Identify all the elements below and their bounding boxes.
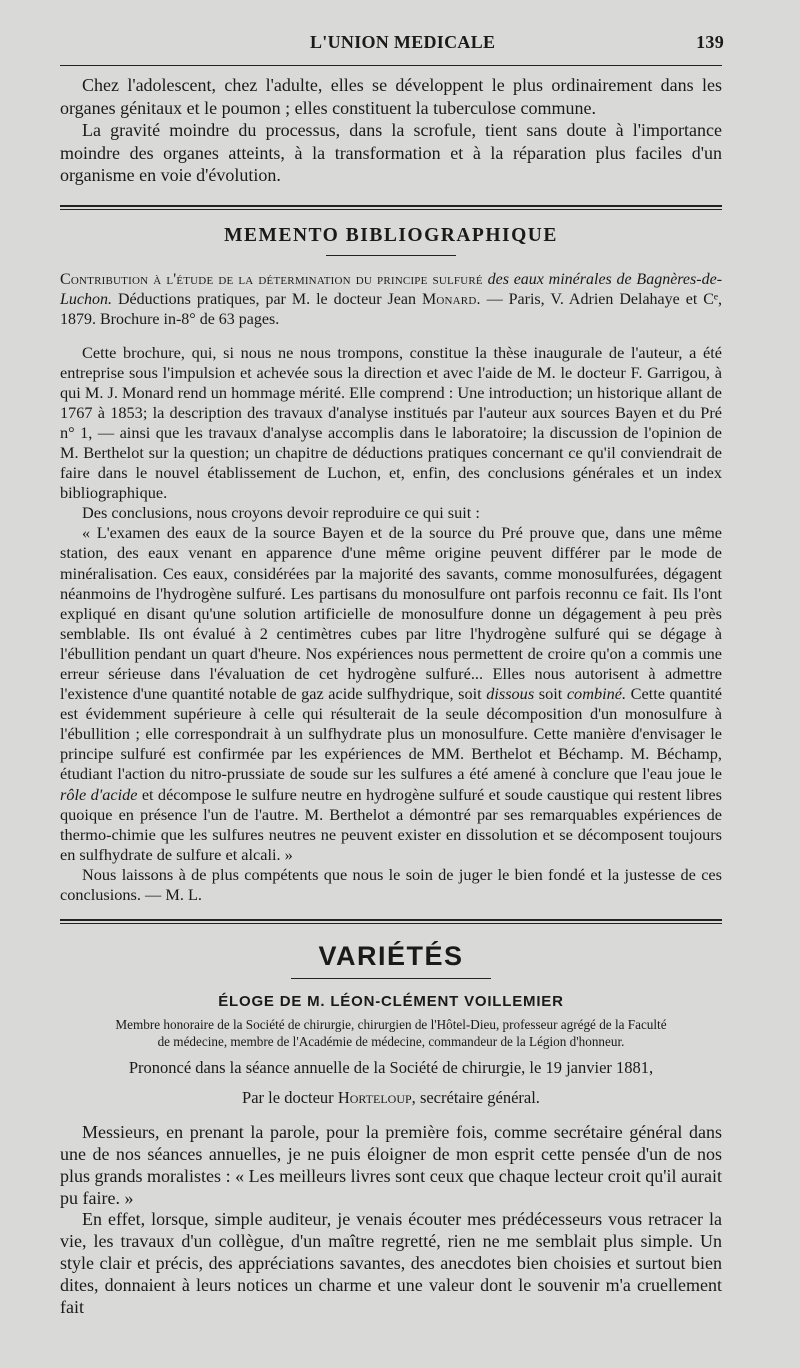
quote-italic-2: combiné. (566, 684, 627, 704)
speech-body (60, 1122, 722, 1318)
memento-quote (60, 523, 722, 865)
memento-paragraph-2: Des conclusions, nous croyons devoir reproduire ce qui suit : (82, 503, 480, 523)
intro-paragraph-1: Chez l'adolescent, chez l'adulte, elles se développent le plus ordinairement dans les organes génitaux et le poumon ; elles constituent la tuberculose commune. (60, 75, 722, 118)
citation-author: Monard. (421, 290, 481, 308)
author-name: Horteloup, (337, 1088, 416, 1108)
memento-body (60, 343, 722, 906)
running-head (60, 32, 722, 53)
journal-title: L'UNION MEDICALE (310, 32, 496, 52)
citation-text-a: Déductions pratiques, par M. le docteur Jean (117, 290, 416, 308)
citation-head: Contribution à l'étude de la détermination du principe sulfuré (60, 270, 483, 288)
page-number: 139 (696, 32, 724, 52)
section-divider-2 (60, 919, 722, 924)
varietes-title-rule (291, 978, 491, 979)
intro-paragraph-2: La gravité moindre du processus, dans la scrofule, tient sans doute à l'importance moindre des organes atteints, à la transformation et à la réparation plus faciles d'un organisme en voie d'évolution. (60, 120, 722, 185)
eloge-subtitle (60, 1016, 722, 1050)
eloge-subtitle-line-2: de médecine, membre de l'Académie de médecine, commandeur de la Légion d'honneur. (157, 1034, 625, 1050)
memento-title-rule (326, 255, 456, 256)
author-line (60, 1088, 722, 1108)
eloge-subtitle-line-1: Membre honoraire de la Société de chirurgie, chirurgien de l'Hôtel-Dieu, professeur agrégé de la Faculté (115, 1017, 667, 1033)
memento-paragraph-1: Cette brochure, qui, si nous ne nous trompons, constitue la thèse inaugurale de l'auteur, a été entreprise sous l'impulsion et achevée sous la direction et avec l'aide de M. le docteur F. Garrigou, à qui M. J. Monard rend un hommage mérité. Elle comprend : Une introduction; un historique allant de 1767 à 1853; la description des travaux d'analyse institués par l'auteur aux sources Bayen et du Pré n° 1, — ainsi que les travaux d'analyse accomplis dans le laboratoire; la discussion de l'opinion de M. Berthelot sur la question; un chapitre de déductions pratiques concernant ce qu'il conviendrait de faire dans le nouvel établissement de Luchon, et, enfin, des conclusions générales et un index bibliographique. (60, 342, 722, 503)
author-prefix: Par le docteur (242, 1088, 334, 1108)
quote-italic-3: rôle d'acide (60, 784, 138, 804)
intro-section (60, 74, 722, 187)
quote-part-b: soit (538, 684, 563, 704)
memento-paragraph-3: Nous laissons à de plus compétents que nous le soin de juger le bien fondé et la justesse de ces conclusions. — M. L. (60, 864, 722, 905)
citation-italic: des eaux minérales de Bagnères-de-Luchon. (60, 270, 723, 308)
bibliographic-citation (60, 270, 722, 330)
section-divider-1 (60, 205, 722, 210)
speech-paragraph-1: Messieurs, en prenant la parole, pour la première fois, comme secrétaire général dans une de nos séances annuelles, je ne puis éloigner de mon esprit cette pensée d'un de nos plus grands moralistes : « Les meilleurs livres sont ceux que chaque lecteur croit qu'il aurait pu faire. » (60, 1122, 722, 1208)
memento-title: MEMENTO BIBLIOGRAPHIQUE (224, 224, 558, 246)
quote-italic-1: dissous (486, 684, 535, 704)
varietes-title: VARIÉTÉS (318, 941, 464, 972)
eloge-title: ÉLOGE DE M. LÉON-CLÉMENT VOILLEMIER (218, 993, 564, 1011)
author-role: secrétaire général. (419, 1088, 540, 1108)
speech-paragraph-2: En effet, lorsque, simple auditeur, je venais écouter mes prédécesseurs vous retracer la vie, les travaux d'un collègue, d'un maître regretté, rien ne me semblait plus simple. Un style clair et précis, des appréciations savantes, des anecdotes bien choisies et surtout bien dites, donnaient à leurs notices un charme et une valeur dont le souvenir m'a cruellement fait (60, 1209, 722, 1317)
quote-part-d: et décompose le sulfure neutre en hydrogène sulfuré et soude caustique qui restent libres quoique en présence l'un de l'autre. M. Berthelot a démontré par ses remarquables expériences de thermo-chimie que les sulfures neutres ne peuvent exister en dissolution et se décomposent toujours en sulfhydrate de sulfure et alcali. » (60, 784, 722, 864)
pronounced-line: Prononcé dans la séance annuelle de la Société de chirurgie, le 19 janvier 1881, (128, 1058, 654, 1078)
quote-part-c: Cette quantité est évidemment supérieure à celle qui résulterait de la seule décomposition d'un monosulfure à l'ébullition ; elle correspondrait à un sulfhydrate plus un monosulfure. Cette manière d'envisager le principe sulfuré est confirmée par les expériences de MM. Berthelot et Béchamp. M. Béchamp, étudiant l'action du nitro-prussiate de soude sur les sulfures a été amené à conclure que l'eau joue le (60, 684, 722, 784)
citation-text-b: — Paris, V. Adrien Delahaye et Cᵉ, 1879. Brochure in-8° de 63 pages. (60, 290, 723, 328)
header-rule (60, 65, 722, 66)
quote-part-a: « L'examen des eaux de la source Bayen et de la source du Pré prouve que, dans une même station, des eaux venant en apparence d'une même origine peuvent différer par le mode de minéralisation. Ces eaux, considérées par la majorité des savants, comme monosulfurées, dégagent néanmoins de l'hydrogène sulfuré. Les partisans du monosulfure ont parfois reconnu ce fait. Ils l'ont expliqué en disant qu'une solution artificielle de monosulfure donne un dégagement à peu près semblable. Ils ont évalué à 2 centimètres cubes par litre l'hydrogène sulfuré qui se dégage à l'ébullition pendant un quart d'heure. Nos expériences nous permettent de croire qu'on a commis une erreur sérieuse dans l'évaluation de cet hydrogène sulfuré... Elles nous autorisent à admettre l'existence d'une quantité notable de gaz acide sulfhydrique, soit (60, 523, 722, 704)
